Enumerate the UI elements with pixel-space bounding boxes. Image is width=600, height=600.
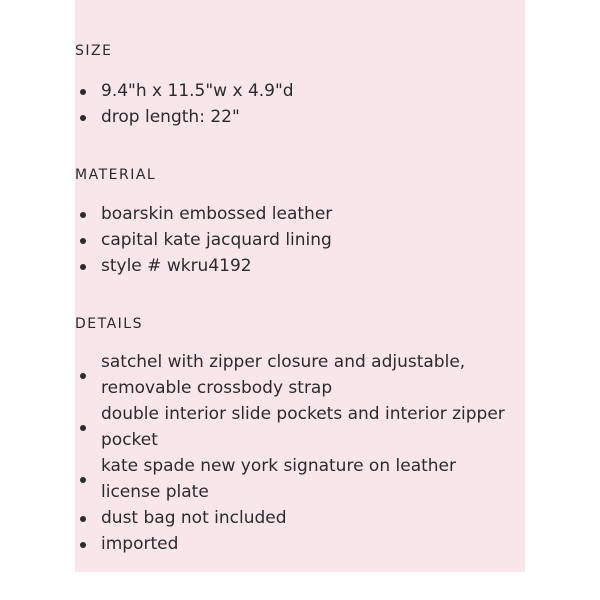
list-item-text: imported [101,534,179,554]
bullet-icon [80,516,86,522]
list-item [75,104,505,130]
bullet-icon [80,238,86,244]
section-heading-material: MATERIAL [75,167,157,183]
size-list [75,78,505,130]
list-item [75,227,505,253]
list-item [75,401,505,453]
list-item [75,505,505,531]
list-item-text: style # wkru4192 [101,256,252,276]
bullet-icon [80,477,86,483]
list-item-text: capital kate jacquard lining [101,230,332,250]
list-item [75,78,505,104]
bullet-icon [80,264,86,270]
list-item-text: drop length: 22" [101,107,240,127]
list-item-text: dust bag not included [101,508,287,528]
list-item [75,349,505,401]
section-heading-details: DETAILS [75,316,143,332]
bullet-icon [80,373,86,379]
list-item-text: kate spade new york signature on leather license plate [101,456,456,502]
product-details-panel [75,0,525,572]
details-list [75,349,505,557]
bullet-icon [80,115,86,121]
material-list [75,201,505,279]
section-heading-size: SIZE [75,43,113,59]
list-item-text: double interior slide pockets and interior zipper pocket [101,404,505,450]
list-item [75,253,505,279]
bullet-icon [80,425,86,431]
list-item-text: satchel with zipper closure and adjustable, removable crossbody strap [101,352,466,398]
bullet-icon [80,212,86,218]
list-item [75,201,505,227]
list-item-text: 9.4"h x 11.5"w x 4.9"d [101,81,294,101]
bullet-icon [80,89,86,95]
bullet-icon [80,542,86,548]
list-item [75,453,505,505]
list-item-text: boarskin embossed leather [101,204,333,224]
list-item [75,531,505,557]
